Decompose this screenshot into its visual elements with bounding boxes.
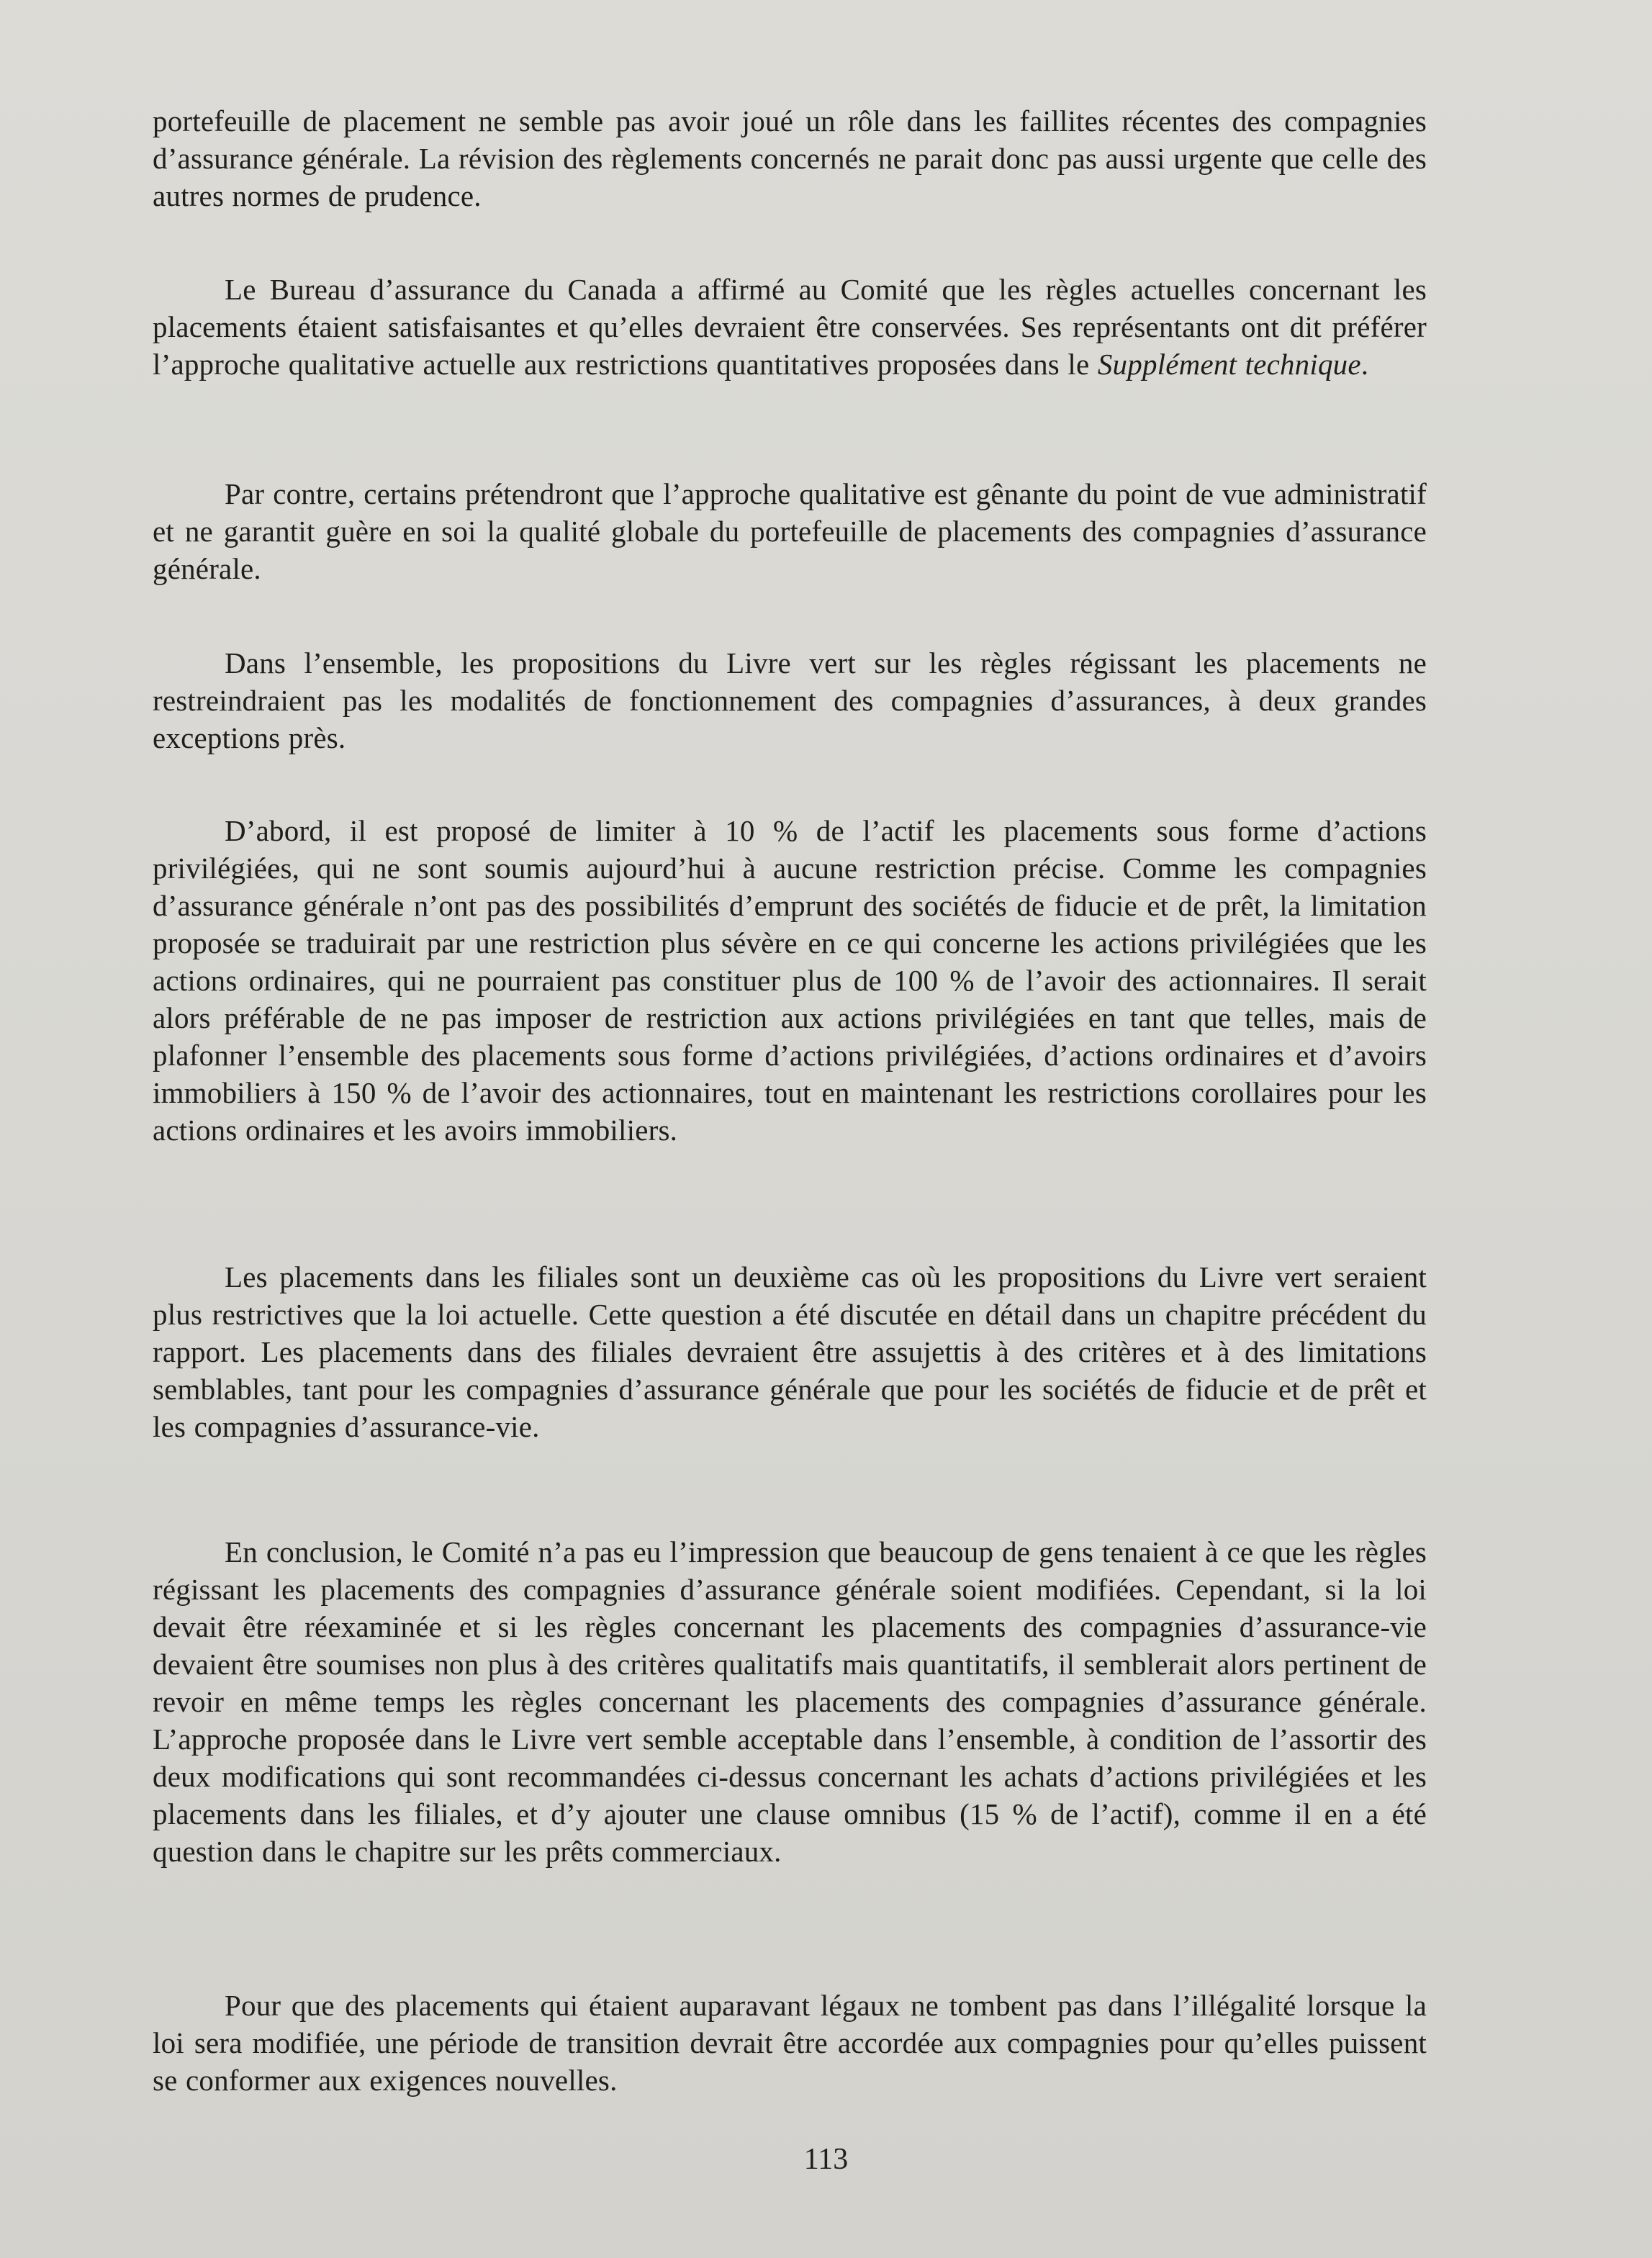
paragraph-text: Le Bureau d’assurance du Canada a affirmé au Comité que les règles actuelles concernant les placements étaient satisfaisantes et qu’elles devraient être conservées. Ses représentants ont dit préférer l’approche qualitative actuelle aux restrictions quantitatives proposées dans le Supplément technique.: [153, 273, 1427, 381]
paragraph-transition: [153, 1987, 1427, 2099]
paragraph-continuation: [153, 102, 1427, 214]
paragraph-bureau-assurance: [153, 271, 1427, 383]
paragraph-text: En conclusion, le Comité n’a pas eu l’impression que beaucoup de gens tenaient à ce que les règles régissant les placements des compagnies d’assurance générale soient modifiées. Cependant, si la loi devait être réexaminée et si les règles concernant les placements des compagnies d’assurance-vie devaient être soumises non plus à des critères qualitatifs mais quantitatifs, il semblerait alors pertinent de revoir en même temps les règles concernant les placements des compagnies d’assurance générale. L’approche proposée dans le Livre vert semble acceptable dans l’ensemble, à condition de l’assortir des deux modifications qui sont recommandées ci-dessus concernant les achats d’actions privilégiées et les placements dans les filiales, et d’y ajouter une clause omnibus (15 % de l’actif), comme il en a été question dans le chapitre sur les prêts commerciaux.: [153, 1535, 1427, 1868]
paragraph-main-text: Le Bureau d’assurance du Canada a affirmé au Comité que les règles actuelles concernant les placements étaient satisfaisantes et qu’elles devraient être conservées. Ses représentants ont dit préférer l’approche qualitative actuelle aux restrictions quantitatives proposées dans le: [153, 273, 1427, 381]
paragraph-par-contre: [153, 475, 1427, 587]
paragraph-text: Pour que des placements qui étaient auparavant légaux ne tombent pas dans l’illégalité lorsque la loi sera modifiée, une période de transition devrait être accordée aux compagnies pour qu’elles puissent se conformer aux exigences nouvelles.: [153, 1989, 1427, 2097]
paragraph-filiales: [153, 1258, 1427, 1445]
paragraph-text: Les placements dans les filiales sont un deuxième cas où les propositions du Livre vert seraient plus restrictives que la loi actuelle. Cette question a été discutée en détail dans un chapitre précédent du rapport. Les placements dans des filiales devraient être assujettis à des critères et à des limitations semblables, tant pour les compagnies d’assurance générale que pour les sociétés de fiducie et de prêt et les compagnies d’assurance-vie.: [153, 1260, 1427, 1443]
page-number: 113: [803, 2143, 849, 2176]
paragraph-text: portefeuille de placement ne semble pas avoir joué un rôle dans les faillites récentes des compagnies d’assurance générale. La révision des règlements concernés ne parait donc pas aussi urgente que celle des autres normes de prudence.: [153, 104, 1427, 212]
paragraph-text: Dans l’ensemble, les propositions du Livre vert sur les règles régissant les placements ne restreindraient pas les modalités de fonctionnement des compagnies d’assurances, à deux grandes exceptions près.: [153, 646, 1427, 754]
italic-reference: Supplément technique: [1097, 348, 1361, 381]
paragraph-ensemble: [153, 644, 1427, 757]
paragraph-conclusion: [153, 1533, 1427, 1870]
paragraph-dabord: [153, 812, 1427, 1149]
paragraph-text: Par contre, certains prétendront que l’approche qualitative est gênante du point de vue administratif et ne garantit guère en soi la qualité globale du portefeuille de placements des compagnies d’assurance générale.: [153, 477, 1427, 585]
paragraph-text: D’abord, il est proposé de limiter à 10 % de l’actif les placements sous forme d’actions privilégiées, qui ne sont soumis aujourd’hui à aucune restriction précise. Comme les compagnies d’assurance générale n’ont pas des possibilités d’emprunt des sociétés de fiducie et de prêt, la limitation proposée se traduirait par une restriction plus sévère en ce qui concerne les actions privilégiées que les actions ordinaires, qui ne pourraient pas constituer plus de 100 % de l’avoir des actionnaires. Il serait alors préférable de ne pas imposer de restriction aux actions privilégiées en tant que telles, mais de plafonner l’ensemble des placements sous forme d’actions privilégiées, d’actions ordinaires et d’avoirs immobiliers à 150 % de l’avoir des actionnaires, tout en maintenant les restrictions corollaires pour les actions ordinaires et les avoirs immobiliers.: [153, 814, 1427, 1147]
